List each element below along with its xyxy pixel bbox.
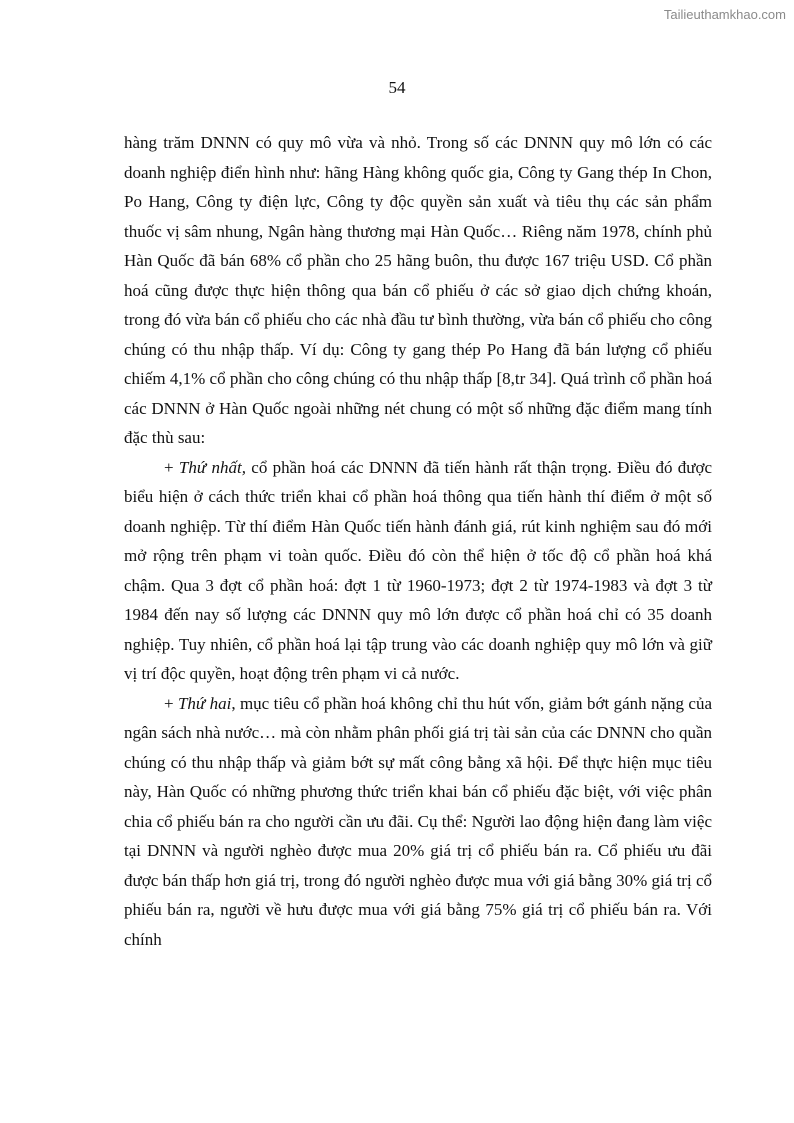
paragraph-3-lead: Thứ hai [177,693,232,713]
paragraph-3-bullet: + [164,693,178,713]
paragraph-3 [124,689,712,955]
watermark-text: Tailieuthamkhao.com [663,7,786,22]
paragraph-1: hàng trăm DNNN có quy mô vừa và nhỏ. Trong số các DNNN quy mô lớn có các doanh nghiệp điển hình như: hãng Hàng không quốc gia, Công ty Gang thép In Chon, Po Hang, Công ty điện lực, Công ty độc quyền sản xuất và tiêu thụ các sản phẩm thuốc vị sâm nhung, Ngân hàng thương mại Hàn Quốc… Riêng năm 1978, chính phủ Hàn Quốc đã bán 68% cổ phần cho 25 hãng buôn, thu được 167 triệu USD. Cổ phần hoá cũng được thực hiện thông qua bán cổ phiếu ở các sở giao dịch chứng khoán, trong đó vừa bán cổ phiếu cho các nhà đầu tư bình thường, vừa bán cổ phiếu cho công chúng có thu nhập thấp. Ví dụ: Công ty gang thép Po Hang đã bán lượng cổ phiếu chiếm 4,1% cổ phần cho công chúng có thu nhập thấp [8,tr 34]. Quá trình cổ phần hoá các DNNN ở Hàn Quốc ngoài những nét chung có một số những đặc điểm mang tính đặc thù sau: [124,133,712,447]
paragraph-2-body: cổ phần hoá các DNNN đã tiến hành rất thận trọng. Điều đó được biểu hiện ở cách thức triển khai cổ phần hoá thông qua tiến hành thí điểm ở một số doanh nghiệp. Từ thí điểm Hàn Quốc tiến hành đánh giá, rút kinh nghiệm sau đó mới mở rộng trên phạm vi toàn quốc. Điều đó còn thể hiện ở tốc độ cổ phần hoá khá chậm. Qua 3 đợt cổ phần hoá: đợt 1 từ 1960-1973; đợt 2 từ 1974-1983 và đợt 3 từ 1984 đến nay số lượng các DNNN quy mô lớn được cổ phần hoá chỉ có 35 doanh nghiệp. Tuy nhiên, cổ phần hoá lại tập trung vào các doanh nghiệp quy mô lớn và giữ vị trí độc quyền, hoạt động trên phạm vi cả nước. [124,457,713,683]
paragraph-3-body: , mục tiêu cổ phần hoá không chỉ thu hút vốn, giảm bớt gánh nặng của ngân sách nhà nước… mà còn nhằm phân phối giá trị tài sản của các DNNN cho quần chúng có thu nhập thấp và giảm bớt sự mất công bằng xã hội. Để thực hiện mục tiêu này, Hàn Quốc có những phương thức triển khai bán cổ phiếu đặc biệt, với việc phân chia cổ phiếu bán ra cho người cần ưu đãi. Cụ thể: Người lao động hiện đang làm việc tại DNNN và người nghèo được mua 20% giá trị cổ phiếu bán ra. Cổ phiếu ưu đãi được bán thấp hơn giá trị, trong đó người nghèo được mua với giá bằng 30% giá trị cổ phiếu bán ra, người về hưu được mua với giá bằng 75% giá trị cổ phiếu bán ra. Với chính [124,693,713,949]
paragraph-2 [124,453,712,689]
page-number: 54 [388,78,406,97]
document-body [124,128,712,954]
paragraph-2-lead: Thứ nhất, [178,457,246,477]
paragraph-2-bullet: + [164,457,179,477]
